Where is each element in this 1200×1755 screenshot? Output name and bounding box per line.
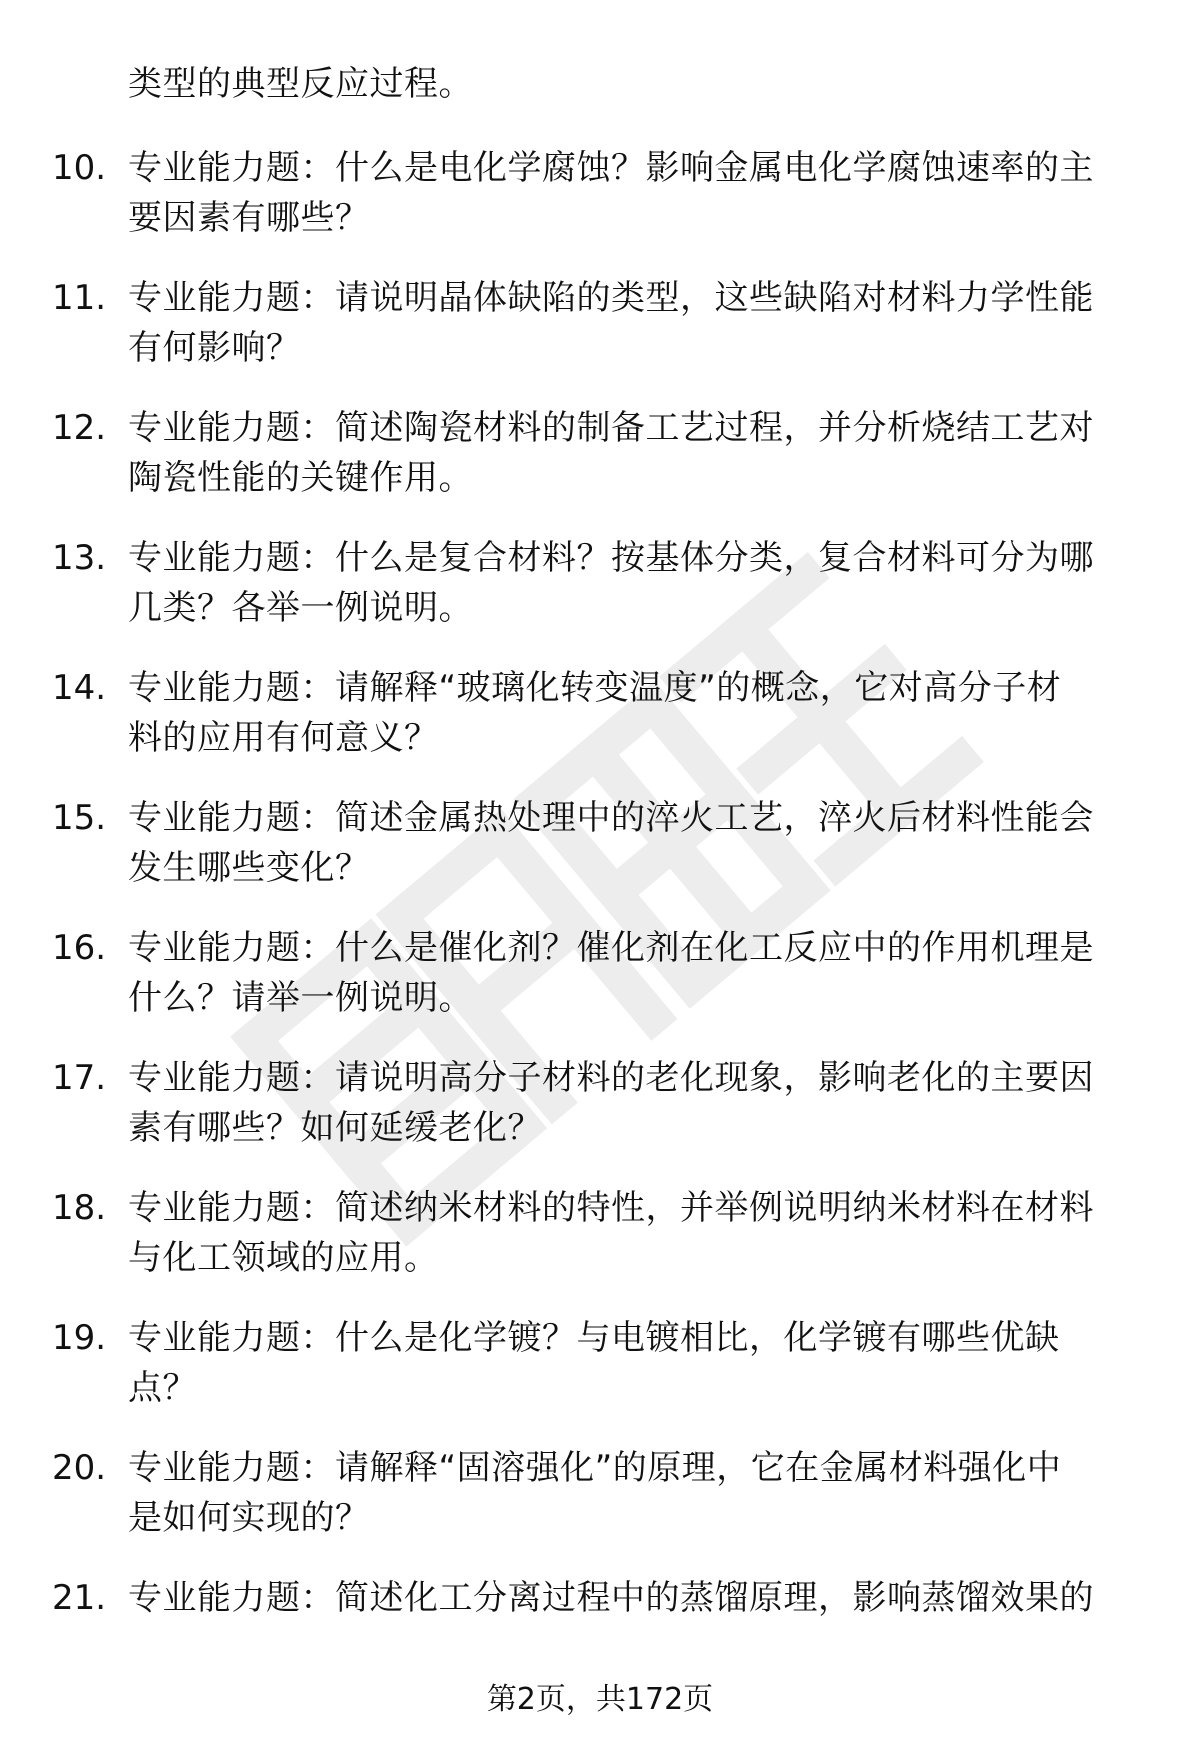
question-text-line: 专业能力题：请说明高分子材料的老化现象，影响老化的主要因 [128,1058,1094,1098]
question-number: 18. [52,1188,107,1228]
question-text-line: 几类？各举一例说明。 [128,588,473,628]
question-text [128,1573,1148,1623]
question-item [0,663,1200,793]
question-text [128,1443,1148,1543]
question-text-line: 专业能力题：简述陶瓷材料的制备工艺过程，并分析烧结工艺对 [128,408,1094,448]
question-text-line: 专业能力题：简述金属热处理中的淬火工艺，淬火后材料性能会 [128,798,1094,838]
question-text [128,1183,1148,1283]
question-item [0,1053,1200,1183]
question-text-line: 素有哪些？如何延缓老化？ [128,1108,542,1148]
question-item [0,273,1200,403]
question-text-line: 陶瓷性能的关键作用。 [128,458,473,498]
question-item [0,533,1200,663]
question-text-line: 料的应用有何意义？ [128,718,439,758]
question-number: 12. [52,408,107,448]
question-text [128,273,1148,373]
question-text-line: 点？ [128,1368,197,1408]
question-text-line: 什么？请举一例说明。 [128,978,473,1018]
question-number: 14. [52,668,107,708]
question-text-line: 专业能力题：简述化工分离过程中的蒸馏原理，影响蒸馏效果的 [128,1578,1094,1618]
question-text [128,793,1148,893]
question-text [128,923,1148,1023]
question-item [0,403,1200,533]
question-item [0,1183,1200,1313]
question-item [0,793,1200,923]
question-text-line: 发生哪些变化？ [128,848,370,888]
continuation-line: 类型的典型反应过程。 [128,64,473,104]
question-number: 20. [52,1448,107,1488]
question-text-line: 专业能力题：什么是化学镀？与电镀相比，化学镀有哪些优缺 [128,1318,1060,1358]
question-text-line: 专业能力题：请说明晶体缺陷的类型，这些缺陷对材料力学性能 [128,278,1094,318]
question-text-line: 是如何实现的？ [128,1498,370,1538]
question-number: 16. [52,928,107,968]
question-text [128,143,1148,243]
question-text-line: 专业能力题：什么是复合材料？按基体分类，复合材料可分为哪 [128,538,1094,578]
question-item [0,1313,1200,1443]
question-text [128,403,1148,503]
question-number: 17. [52,1058,107,1098]
question-text-line: 专业能力题：请解释“玻璃化转变温度”的概念，它对高分子材 [128,668,1062,708]
question-item [0,143,1200,273]
question-text-line: 专业能力题：请解释“固溶强化”的原理，它在金属材料强化中 [128,1448,1062,1488]
question-text [128,663,1148,763]
question-text [128,533,1148,633]
page-footer: 第2页，共172页 [486,1682,714,1717]
question-number: 10. [52,148,107,188]
question-text-line: 专业能力题：什么是催化剂？催化剂在化工反应中的作用机理是 [128,928,1094,968]
question-text-line: 与化工领域的应用。 [128,1238,439,1278]
question-text-line: 要因素有哪些？ [128,198,370,238]
question-number: 11. [52,278,107,318]
question-number: 15. [52,798,107,838]
question-list [0,143,1200,1703]
question-text [128,1313,1148,1413]
question-text-line: 专业能力题：简述纳米材料的特性，并举例说明纳米材料在材料 [128,1188,1094,1228]
question-text [128,1053,1148,1153]
question-text-line: 专业能力题：什么是电化学腐蚀？影响金属电化学腐蚀速率的主 [128,148,1094,188]
question-item [0,1443,1200,1573]
question-text-line: 有何影响？ [128,328,301,368]
question-number: 21. [52,1578,107,1618]
question-number: 19. [52,1318,107,1358]
question-number: 13. [52,538,107,578]
question-item [0,923,1200,1053]
